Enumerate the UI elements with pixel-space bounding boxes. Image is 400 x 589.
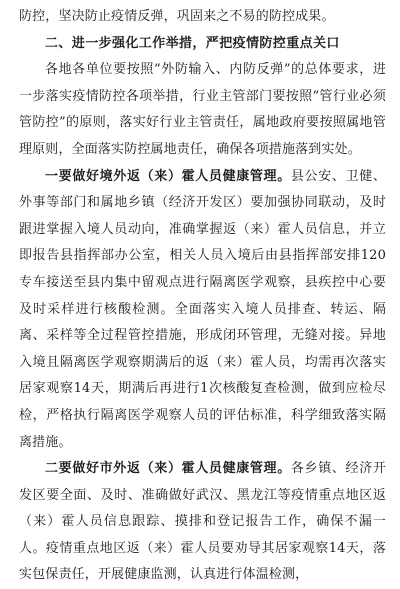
item-1-paragraph [19,164,386,457]
item-2-body: 各乡镇、经济开发区要全面、及时、准确做好武汉、黑龙江等疫情重点地区返（来）霍人员信息跟踪、摸排和登记报告工作，确保不漏一人。疫情重点地区返（来）霍人员要劝导其居家观察14天，落实包保责任，开展健康监测，认真进行体温检测， [19,461,386,583]
item-1-body: 县公安、卫健、外事等部门和属地乡镇（经济开发区）要加强协同联动，及时跟进掌握入境人员动向，准确掌握返（来）霍人员信息，并立即报告县指挥部办公室，相关人员入境后由县指挥部安排120专车接送至县内集中留观点进行隔离医学观察，县疾控中心要及时采样进行核酸检测。全面落实入境人员排查、转运、隔离、采样等全过程管控措施，形成闭环管理，无缝对接。异地入境且隔离医学观察期满后的返（来）霍人员，均需再次落实居家观察14天，期满后再进行1次核酸复查检测，做到应检尽检，严格执行隔离医学观察人员的评估标准，科学细致落实隔离措施。 [19,168,386,450]
intro-paragraph: 各地各单位要按照“外防输入、内防反弹”的总体要求，进一步落实疫情防控各项举措，行业主管部门要按照“管行业必须管防控”的原则，落实好行业主管责任，属地政府要按照属地管理原则，全面落实防控属地责任，确保各项措施落到实处。 [19,62,386,157]
item-2-lead: 二要做好市外返（来）霍人员健康管理。 [45,461,291,477]
section-heading: 二、进一步强化工作举措，严把疫情防控重点关口 [45,35,340,51]
item-1-lead: 一要做好境外返（来）霍人员健康管理。 [45,168,291,184]
item-2-paragraph [19,456,386,589]
continuation-paragraph: 防控，坚决防止疫情反弹，巩固来之不易的防控成果。 [19,9,335,24]
